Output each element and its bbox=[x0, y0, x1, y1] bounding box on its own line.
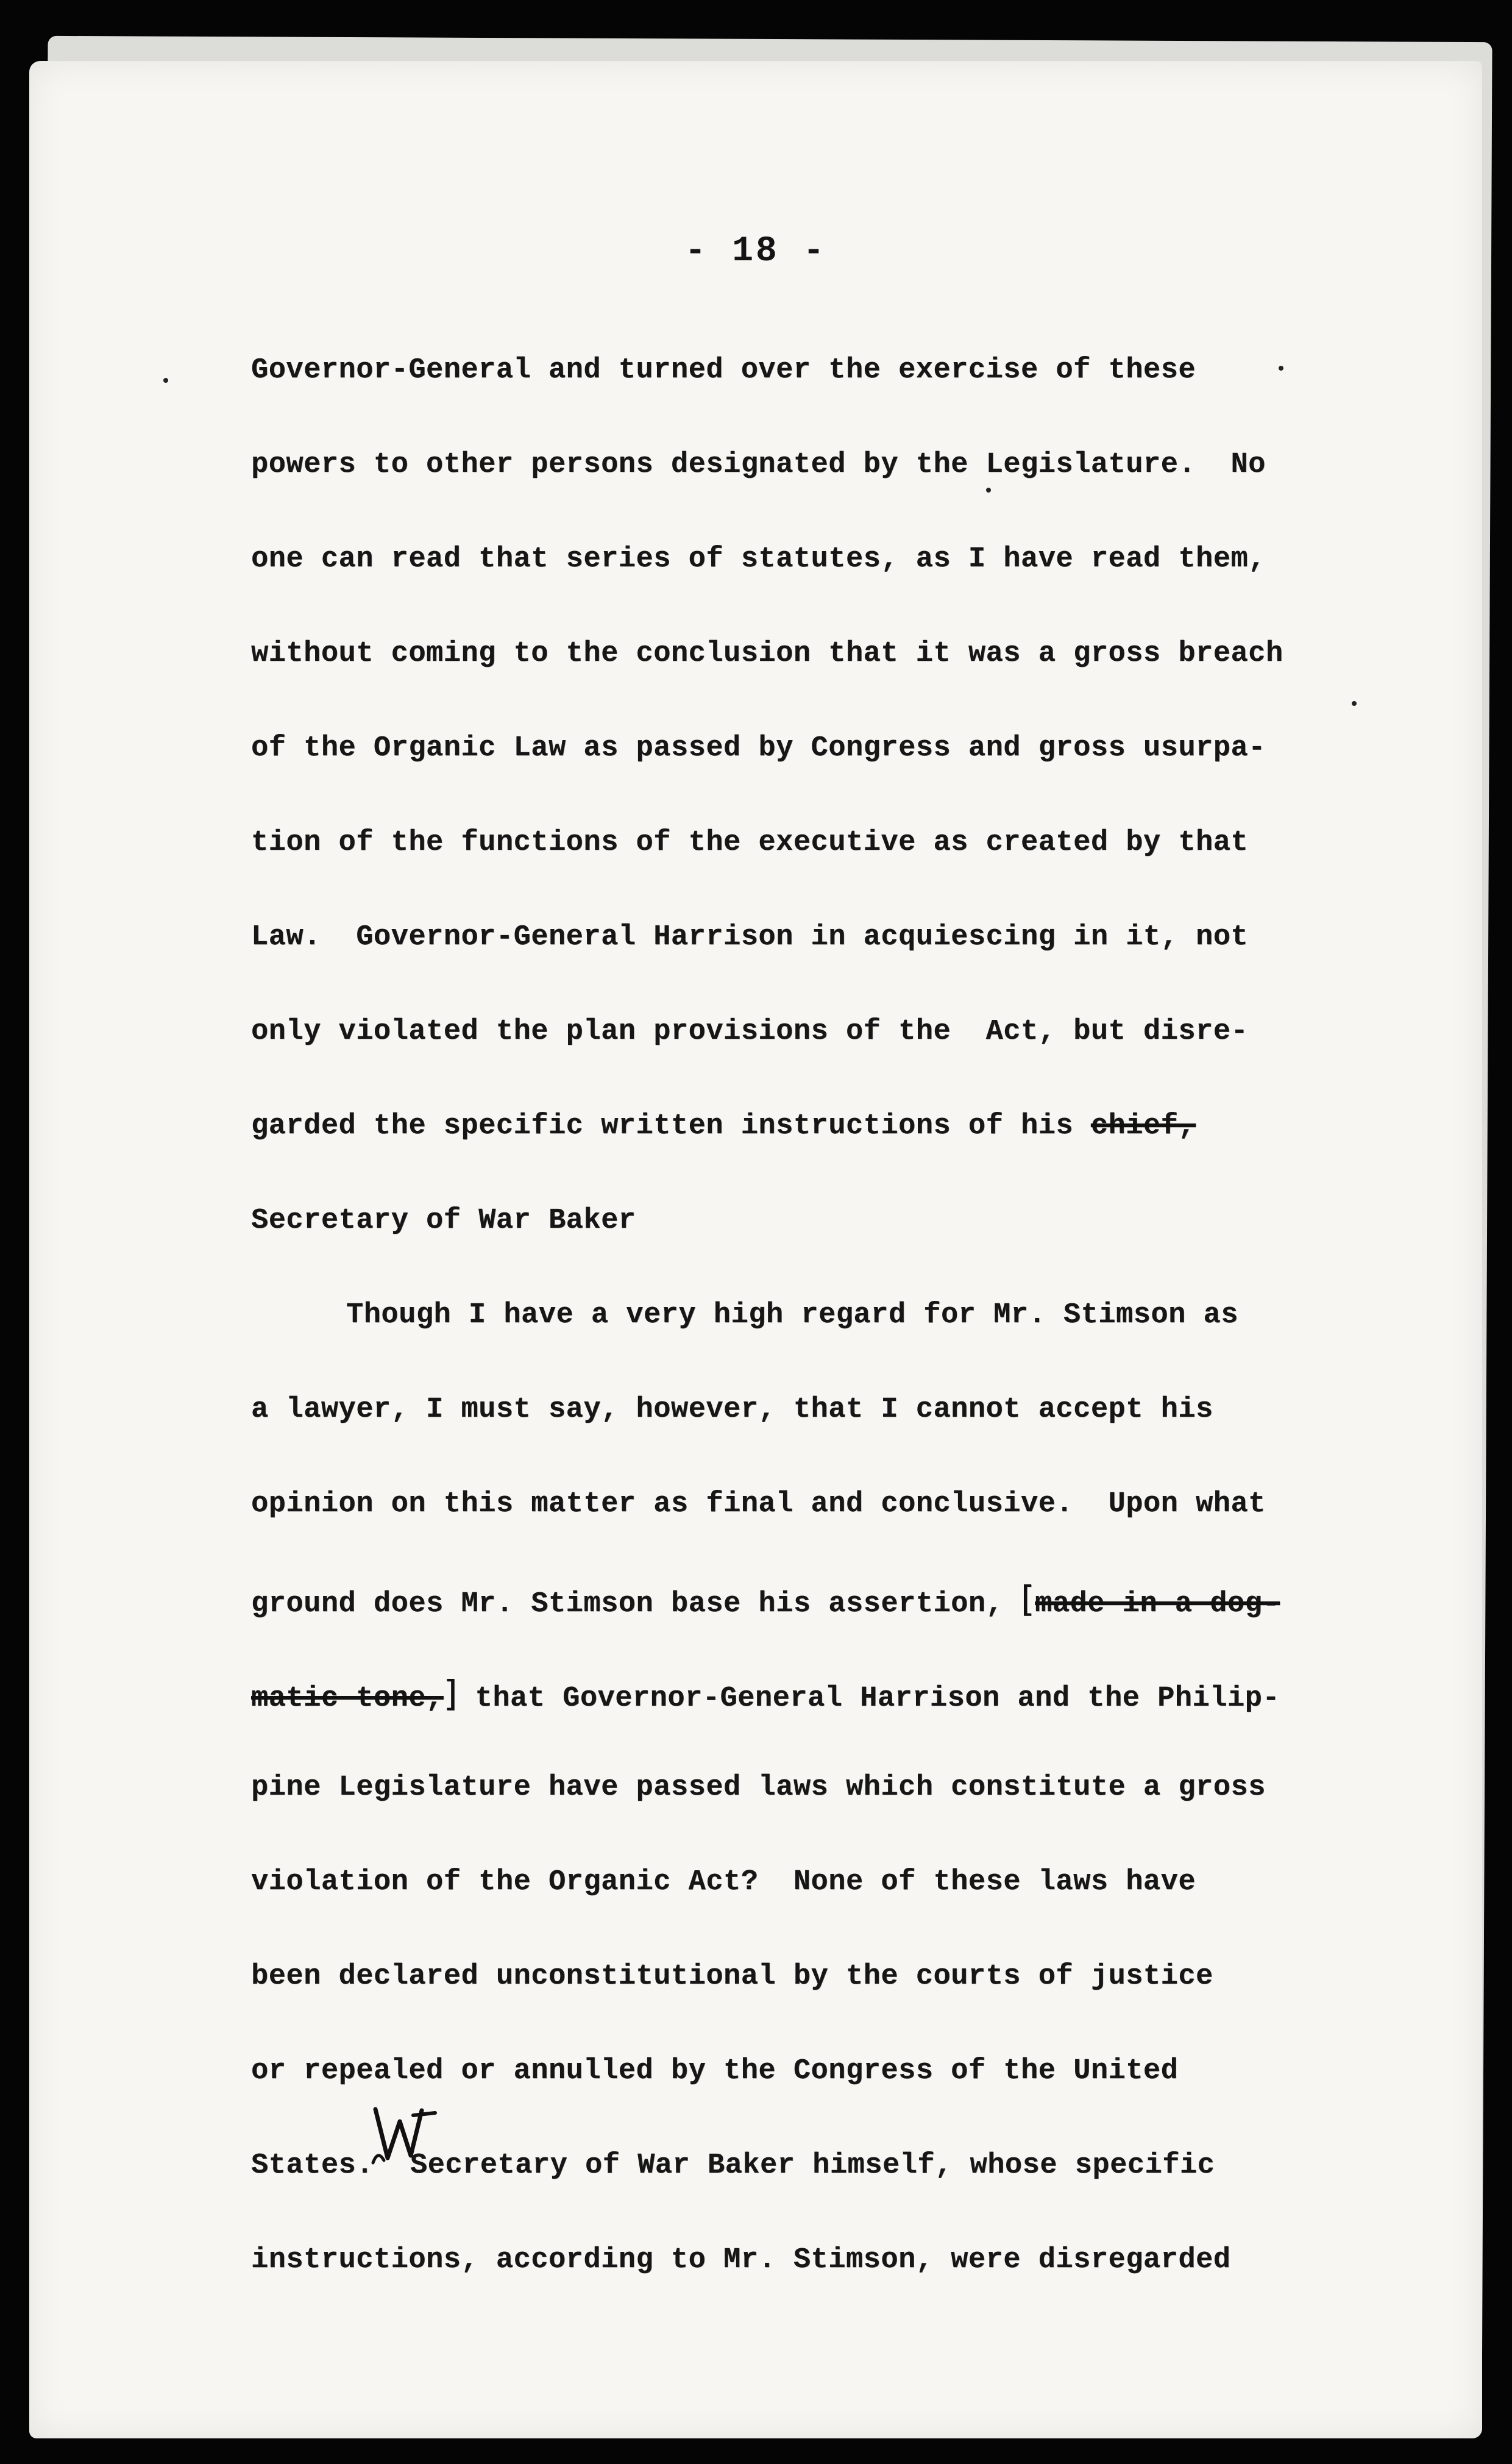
text-line bbox=[251, 1578, 1385, 1675]
paragraph-first-line: Though I have a very high regard for Mr. Stimson as bbox=[346, 1299, 1238, 1331]
text-fragment: Secretary of War Baker himself, whose specific bbox=[410, 2149, 1215, 2182]
text-line bbox=[251, 1675, 1385, 1770]
typed-page bbox=[29, 61, 1482, 2438]
text-line: instructions, according to Mr. Stimson, were disregarded bbox=[251, 2244, 1231, 2276]
text-line: of the Organic Law as passed by Congress and gross usurpa- bbox=[251, 732, 1266, 764]
text-fragment: garded the specific written instructions of his bbox=[251, 1110, 1091, 1142]
text-fragment: ground does Mr. Stimson base his assertion, bbox=[251, 1588, 1021, 1620]
handwritten-bracket-close: ] bbox=[443, 1673, 458, 1714]
text-line: violation of the Organic Act? None of these laws have bbox=[251, 1866, 1196, 1898]
scan-speck bbox=[163, 378, 168, 383]
text-line: a lawyer, I must say, however, that I cannot accept his bbox=[251, 1394, 1213, 1426]
text-line: powers to other persons designated by the Legislature. No bbox=[251, 449, 1266, 481]
scan-speck bbox=[1352, 701, 1357, 706]
struck-phrase: matic tone, bbox=[251, 1682, 444, 1715]
text-line: Secretary of War Baker bbox=[251, 1205, 636, 1237]
text-line: without coming to the conclusion that it was a gross breach bbox=[251, 638, 1283, 670]
text-line: Law. Governor-General Harrison in acquiescing in it, not bbox=[251, 921, 1249, 953]
text-line: one can read that series of statutes, as I have read them, bbox=[251, 543, 1266, 575]
text-line bbox=[251, 1108, 1385, 1203]
text-line: tion of the functions of the executive as created by that bbox=[251, 827, 1249, 859]
text-fragment: States. bbox=[251, 2149, 374, 2182]
text-fragment: that Governor-General Harrison and the Philip- bbox=[457, 1682, 1280, 1715]
struck-phrase: made in a dog- bbox=[1035, 1588, 1280, 1620]
text-line: opinion on this matter as final and conclusive. Upon what bbox=[251, 1488, 1266, 1520]
handwritten-insert-mark-icon bbox=[371, 2097, 438, 2170]
scan-speck bbox=[986, 488, 991, 493]
handwritten-bracket-open: [ bbox=[1021, 1578, 1035, 1620]
text-line: Governor-General and turned over the exercise of these bbox=[251, 354, 1196, 386]
text-line: only violated the plan provisions of the Act, but disre- bbox=[251, 1016, 1249, 1048]
scan-speck bbox=[1279, 366, 1283, 371]
text-line: been declared unconstitutional by the courts of justice bbox=[251, 1960, 1213, 1993]
text-line: pine Legislature have passed laws which constitute a gross bbox=[251, 1771, 1266, 1804]
page-number: - 18 - bbox=[684, 232, 827, 271]
text-line: or repealed or annulled by the Congress of the United bbox=[251, 2055, 1179, 2087]
struck-word: chief, bbox=[1090, 1110, 1196, 1142]
body-text bbox=[251, 352, 1385, 2337]
